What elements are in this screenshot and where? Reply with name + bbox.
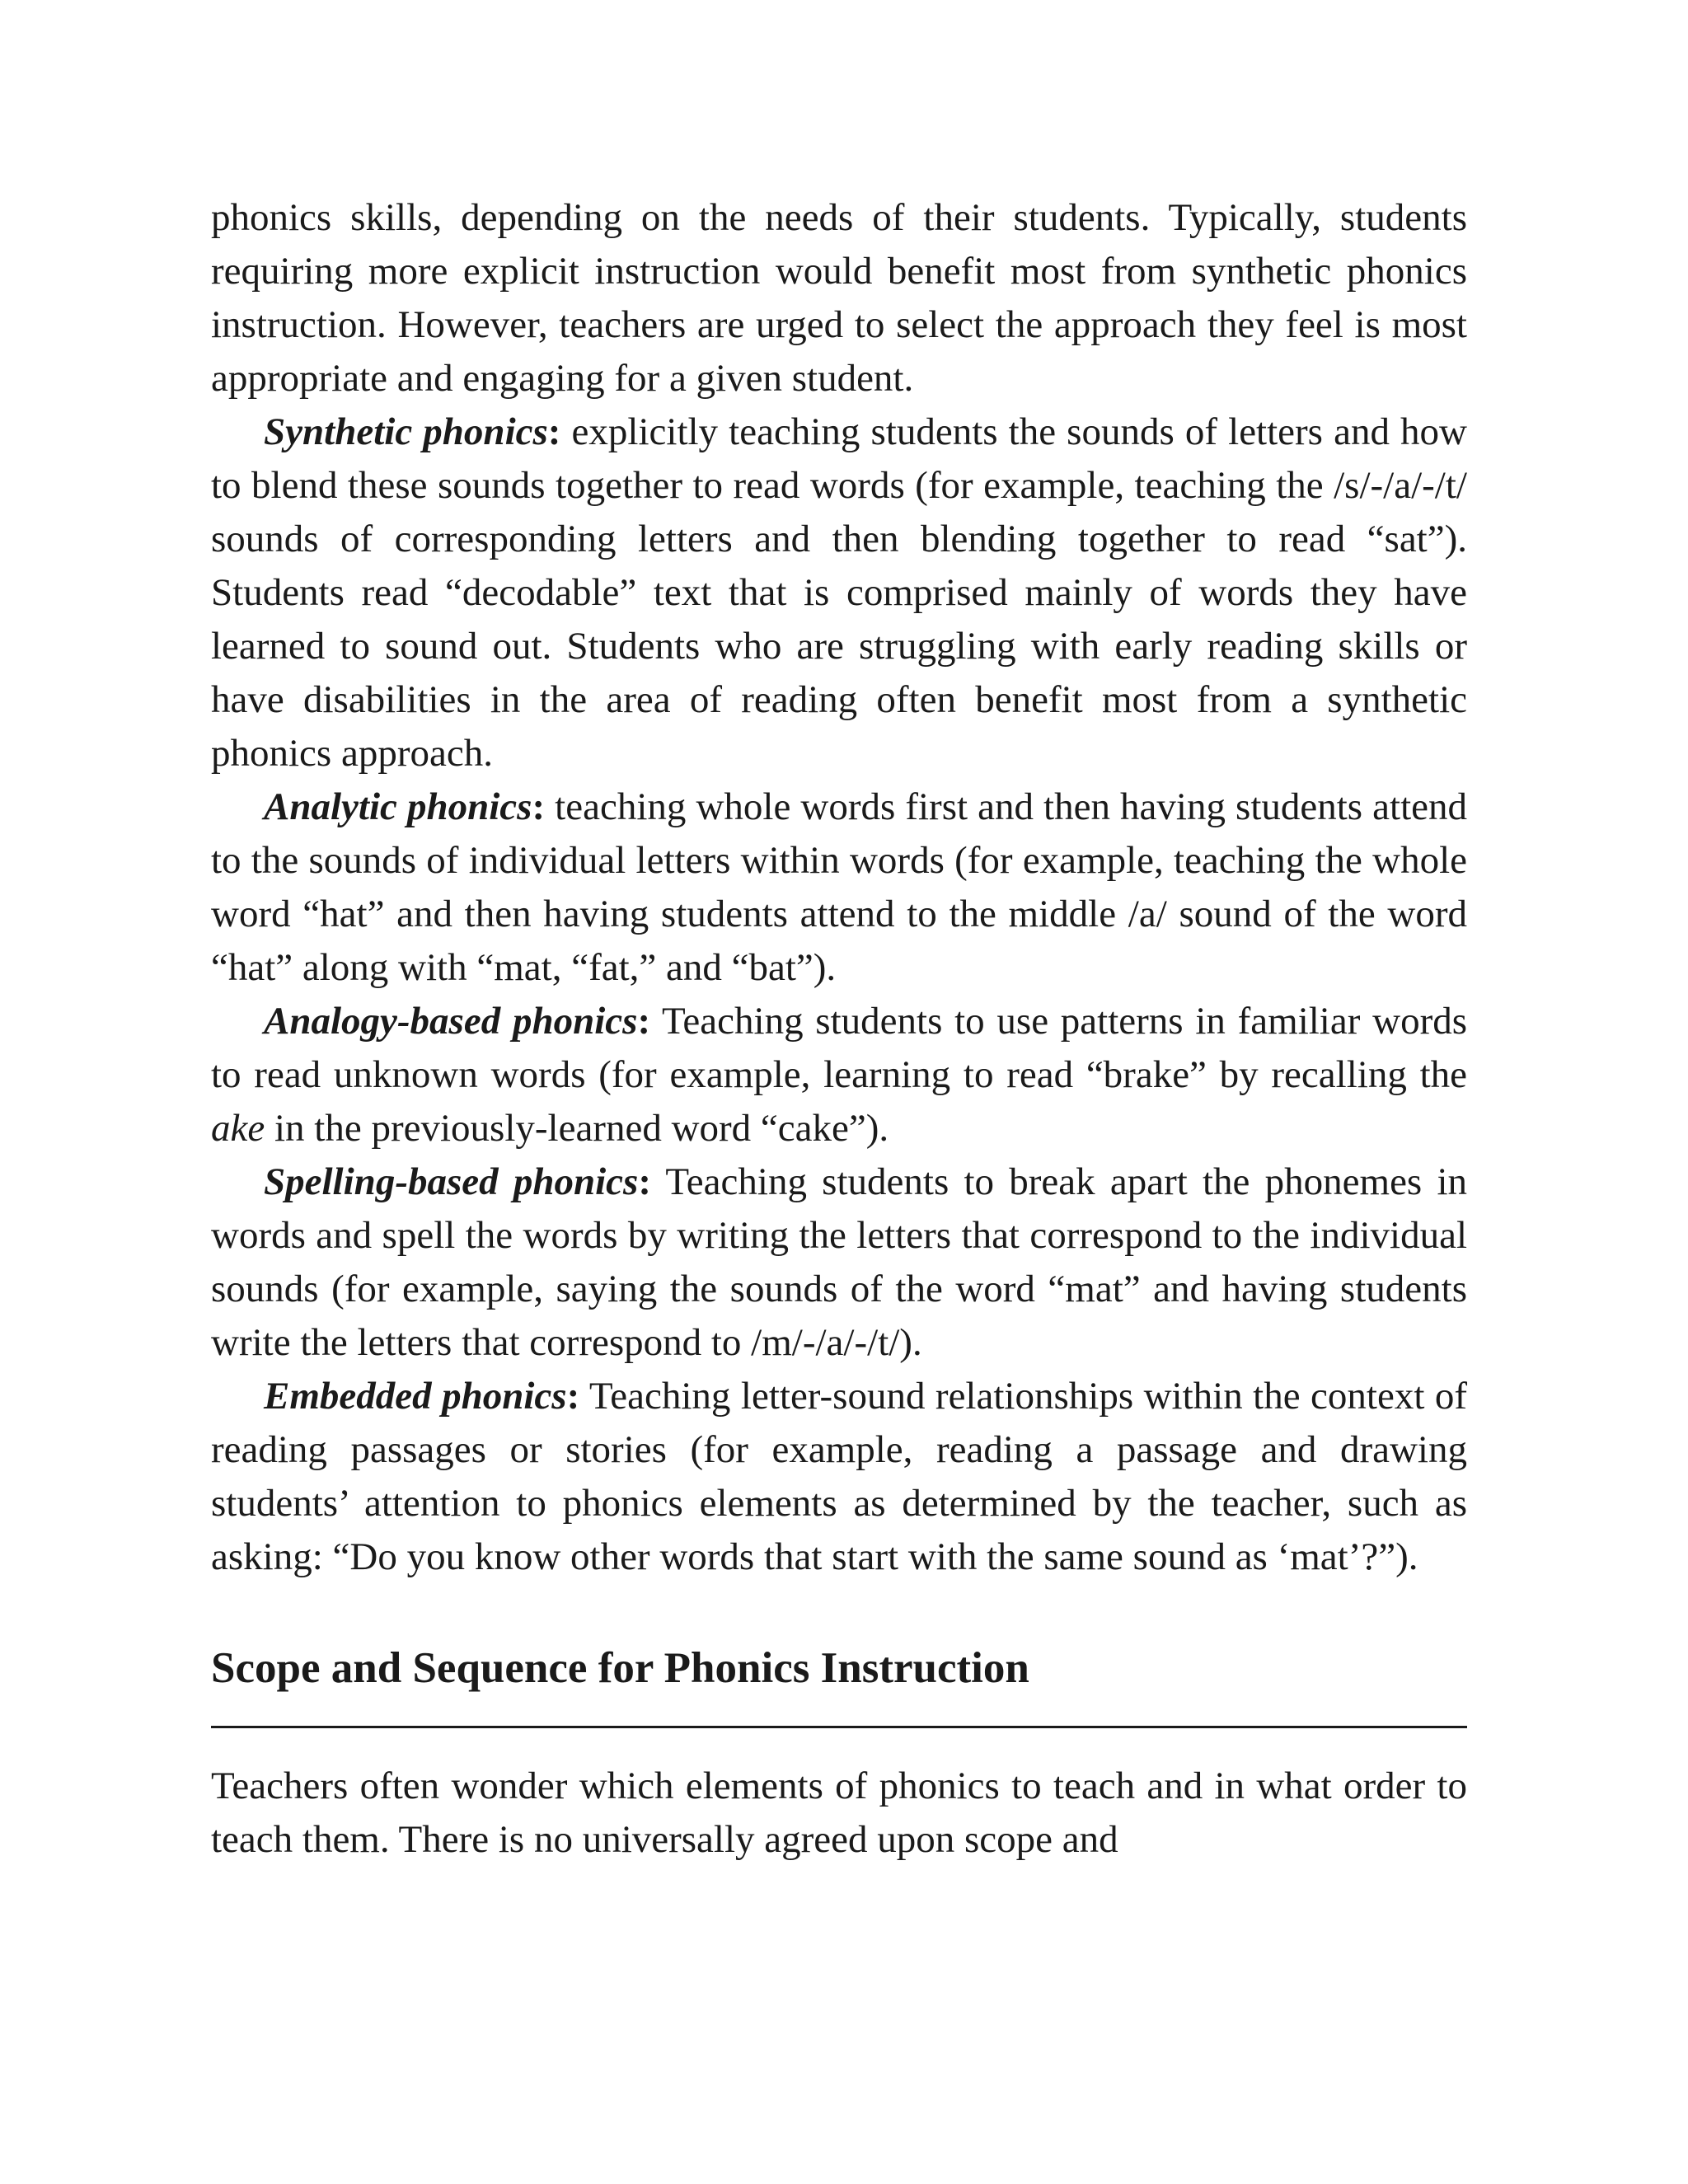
term-analytic-phonics: Analytic phonics	[264, 785, 532, 828]
definition-text: Teaching students to use patterns in familiar words to read unknown words (for example, learning to read “brake” by recalling the	[211, 1000, 1468, 1096]
document-page	[211, 191, 1467, 1867]
paragraph-analytic-phonics	[211, 780, 1467, 995]
term-colon: :	[566, 1375, 580, 1418]
paragraph-section-body: Teachers often wonder which elements of phonics to teach and in what order to teach them. There is no universally agreed upon scope and	[211, 1765, 1467, 1861]
paragraph-analogy-based-phonics	[211, 995, 1467, 1155]
paragraph-synthetic-phonics	[211, 405, 1467, 780]
term-colon: :	[532, 785, 546, 828]
definition-text: explicitly teaching students the sounds of letters and how to blend these sounds together to read words (for example, teaching the /s/-/a/-/t/ sounds of corresponding letters and then blending together to read “sat”). Students read “decodable” text that is comprised mainly of words they have learned to sound out. Students who are struggling with early reading skills or have disabilities in the area of reading often benefit most from a synthetic phonics approach.	[211, 410, 1467, 775]
definition-text: Teaching letter-sound relationships within the context of reading passages or stories (for example, reading a passage and drawing students’ attention to phonics elements as determined by the teacher, such as asking: “Do you know other words that start with the same sound as ‘mat’?”).	[211, 1375, 1467, 1578]
section-heading: Scope and Sequence for Phonics Instruction	[211, 1644, 1029, 1692]
paragraph-spelling-based-phonics	[211, 1155, 1467, 1370]
term-colon: :	[638, 1160, 651, 1203]
paragraph-embedded-phonics	[211, 1370, 1467, 1584]
paragraph-intro: phonics skills, depending on the needs of their students. Typically, students requiring more explicit instruction would benefit most from synthetic phonics instruction. However, teachers are urged to select the approach they feel is most appropriate and engaging for a given student.	[211, 196, 1467, 400]
definition-text: teaching whole words first and then having students attend to the sounds of individual letters within words (for example, teaching the whole word “hat” and then having students attend to the middle /a/ sound of the word “hat” along with “mat, “fat,” and “bat”).	[211, 785, 1468, 989]
term-embedded-phonics: Embedded phonics	[264, 1375, 567, 1418]
definition-text: Teaching students to break apart the phonemes in words and spell the words by writing the letters that correspond to the individual sounds (for example, saying the sounds of the word “mat” and having students write the letters that correspond to /m/-/a/-/t/).	[211, 1160, 1468, 1364]
term-colon: :	[547, 410, 561, 453]
definition-text-continued: in the previously-learned word “cake”).	[265, 1107, 889, 1150]
term-spelling-based-phonics: Spelling-based phonics	[264, 1160, 639, 1203]
term-colon: :	[637, 1000, 651, 1043]
term-synthetic-phonics: Synthetic phonics	[264, 410, 548, 453]
term-analogy-based-phonics: Analogy-based phonics	[264, 1000, 638, 1043]
emphasis-ake: ake	[211, 1107, 265, 1150]
heading-rule	[211, 1726, 1467, 1728]
